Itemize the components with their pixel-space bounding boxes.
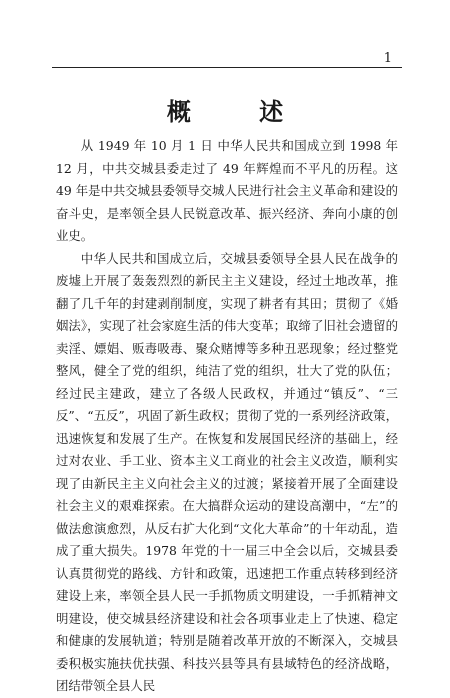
header-rule (52, 67, 402, 68)
paragraph-1: 从 1949 年 10 月 1 日 中华人民共和国成立到 1998 年 12 月，中共交城县委走过了 49 年辉煌而不平凡的历程。这 49 年是中共交城县委领导交城人民进行社会主义革命和建设的奋斗史，是率领全县人民锐意改革、振兴经济、奔向小康的创业史。 (56, 138, 398, 243)
page-number: 1 (383, 51, 392, 66)
paragraph-2: 中华人民共和国成立后，交城县委领导全县人民在战争的废墟上开展了轰轰烈烈的新民主主义建设，经过土地改革，推翻了几千年的封建剥削制度，实现了耕者有其田；贯彻了《婚姻法》，实现了社会家庭生活的伟大变革；取缔了旧社会遗留的卖淫、嫖娼、贩毒吸毒、聚众赌博等多种丑恶现象；经过整党整风，健全了党的组织，纯洁了党的组织，壮大了党的队伍；经过民主建政，建立了各级人民政权，并通过“镇反”、“三反”、“五反”，巩固了新生政权；贯彻了党的一系列经济政策，迅速恢复和发展了生产。在恢复和发展国民经济的基础上，经过对农业、手工业、资本主义工商业的社会主义改造，顺利实现了由新民主主义向社会主义的过渡；紧接着开展了全面建设社会主义的艰难探索。在大搞群众运动的建设高潮中，“左”的做法愈演愈烈，从反右扩大化到“文化大革命”的十年动乱，造成了重大损失。1978 年党的十一届三中全会以后，交城县委认真贯彻党的路线、方针和政策，迅速把工作重点转移到经济建设上来，率领全县人民一手抓物质文明建设，一手抓精神文明建设，使交城县经济建设和社会各项事业走上了快速、稳定和健康的发展轨道；特别是随着改革开放的不断深入，交城县委积极实施扶优扶强、科技兴县等具有县域特色的经济战略，团结带领全县人民 (56, 250, 398, 693)
page-title: 概 述 (166, 98, 314, 126)
body-text (56, 135, 398, 698)
